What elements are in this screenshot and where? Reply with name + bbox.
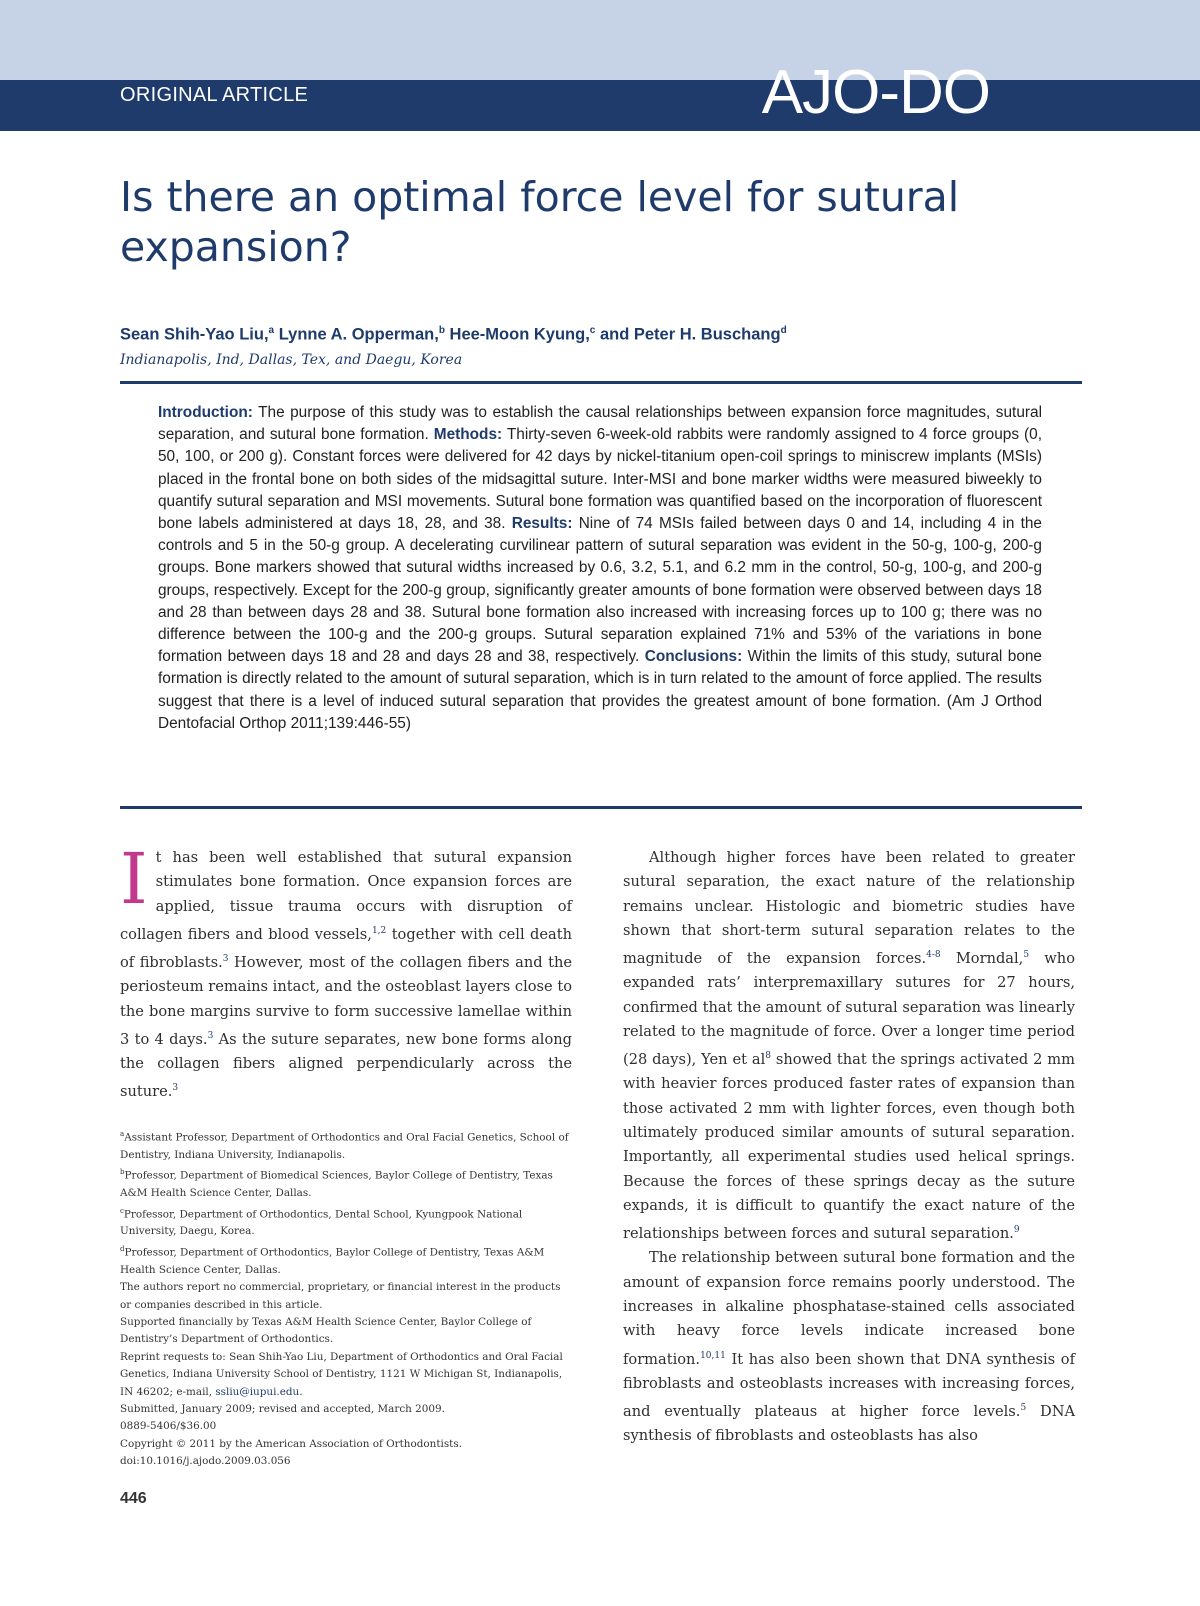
divider [120,381,1082,384]
body-text: Morndal, [940,950,1024,968]
doi[interactable]: doi:10.1016/j.ajodo.2009.03.056 [120,1455,291,1468]
body-paragraph [120,838,573,1104]
reprint-text: Reprint requests to: Sean Shih-Yao Liu, Department of Orthodontics and Oral Facial Genetics, Indiana University School of Dentistry, 1121 W Michigan St, Indianapolis, IN 46202; e-mail, [120,1350,563,1398]
body-column-right [623,846,1075,1448]
journal-logo: AJO-DO [761,58,990,127]
abstract-intro: The purpose of this study was to establish the causal relationships between expansion force magnitudes, sutural separation, and sutural bone formation. [158,404,1043,444]
drop-cap: I [120,838,148,920]
citation[interactable]: 10,11 [700,1350,726,1361]
citation[interactable]: 9 [1013,1225,1020,1236]
author-mark: a [268,325,275,336]
reprint-note [120,1349,572,1401]
abstract-results-label: Results: [511,515,573,533]
submission-dates: Submitted, January 2009; revised and accepted, March 2009. [120,1402,445,1415]
body-text: showed that the springs activated 2 mm with heavier forces produced faster rates of expansion than those activated 2 mm with lighter forces, even though both ultimately produced similar amounts of sutural separation. Importantly, all experimental studies used helical springs. Because the forces of these springs decay as the suture expands, it is difficult to quantify the exact nature of the relationships between forces and sutural separation. [623,1051,1075,1243]
copyright: Copyright © 2011 by the American Association of Orthodontists. [120,1437,462,1450]
abstract-methods: Thirty-seven 6-week-old rabbits were randomly assigned to 4 force groups (0, 50, 100, or 200 g). Constant forces were delivered for 42 days by nickel-titanium open-coil springs to miniscrew implants (MSIs) placed in the frontal bone on both sides of the midsagittal suture. Inter-MSI and bone marker widths were measured biweekly to quantify sutural separation and MSI movements. Sutural bone formation was quantified based on the incorporation of fluorescent bone labels administered at days 18, 28, and 38. [158,426,1043,533]
footnote-mark: a [120,1130,125,1138]
footnote-mark: b [120,1168,125,1177]
author-name: Sean Shih-Yao Liu, [120,325,269,344]
header-band [0,0,1200,80]
disclosure: The authors report no commercial, proprietary, or financial interest in the products or companies described in this article. [120,1281,561,1311]
body-text: As the suture separates, new bone forms along the collagen fibers aligned perpendicularly across the suture. [120,1030,572,1101]
author-name: Lynne A. Opperman, [278,325,439,344]
article-title: Is there an optimal force level for sutural expansion? [120,173,960,271]
page-number: 446 [120,1490,147,1507]
footnote [120,1126,572,1164]
citation[interactable]: 8 [765,1051,771,1062]
body-text: Although higher forces have been related to greater sutural separation, the exact nature of the relationship remains unclear. Histologic and biometric studies have shown that short-term sutural separation relates to the magnitude of the expansion forces. [623,849,1075,968]
body-text: It has also been shown that DNA synthesis of fibroblasts and osteoblasts increases with increasing forces, and eventually plateaus at higher force levels. [623,1350,1075,1420]
abstract-intro-label: Introduction: [158,404,253,421]
issn: 0889-5406/$36.00 [120,1420,217,1433]
abstract-conclusions-label: Conclusions: [644,648,743,666]
citation[interactable]: 3 [207,1030,214,1041]
body-text: who expanded rats’ interpremaxillary sutures for 27 hours, confirmed that the amount of sutural separation was linearly related to the magnitude of force. Over a longer time period (28 days), Yen et al [623,950,1075,1069]
author-mark: d [780,325,787,336]
body-text: t has been well established that sutural expansion stimulates bone formation. Once expansion forces are applied, tissue trauma occurs with disruption of collagen fibers and blood vessels, [120,849,572,943]
author-list [120,325,787,345]
citation[interactable]: 4-8 [926,950,941,961]
footnote-mark: d [120,1244,125,1253]
author-mark: c [589,325,596,336]
body-text: However, most of the collagen fibers and the periosteum remains intact, and the osteoblast layers close to the bone margins survive to form successive lamellae within 3 to 4 days. [120,953,573,1048]
footnotes [120,1126,572,1471]
reprint-text-end: . [299,1385,303,1398]
citation[interactable]: 5 [1023,950,1030,961]
footnote-mark: c [120,1206,124,1215]
author-mark: b [438,325,445,336]
footnote-text: Professor, Department of Orthodontics, Baylor College of Dentistry, Texas A&M Health Science Center, Dallas. [120,1246,545,1276]
section-label: ORIGINAL ARTICLE [120,84,309,106]
citation[interactable]: 1,2 [371,925,387,936]
abstract-results: Nine of 74 MSIs failed between days 0 and 14, including 4 in the controls and 5 in the 50-g group. A decelerating curvilinear pattern of sutural separation was evident in the 50-g, 100-g, 200-g groups. Bone markers showed that sutural widths increased by 0.6, 3.2, 5.1, and 6.2 mm in the control, 50-g, 100-g, and 200-g groups, respectively. Except for the 200-g group, significantly greater amounts of bone formation were observed between days 18 and 28 than between days 28 and 38. Sutural bone formation also increased with increasing forces up to 100 g; there was no difference between the 100-g and the 200-g groups. Sutural separation explained 71% and 53% of the variations in bone formation between days 18 and 28 and days 28 and 38, respectively. [158,515,1042,666]
footnote-text: Assistant Professor, Department of Orthodontics and Oral Facial Genetics, School of Dentistry, Indiana University, Indianapolis. [120,1131,569,1161]
author-name: and Peter H. Buschang [599,325,781,344]
abstract-methods-label: Methods: [433,426,503,444]
footnote [120,1241,572,1279]
citation[interactable]: 5 [1020,1402,1027,1413]
body-paragraph [623,1246,1075,1448]
body-text: DNA synthesis of fibroblasts and osteoblasts has also [623,1402,1075,1445]
body-paragraph [623,846,1075,1246]
divider [120,806,1082,809]
footnote-text: Professor, Department of Orthodontics, Dental School, Kyungpook National University, Daegu, Korea. [120,1208,523,1238]
footnote-text: Professor, Department of Biomedical Sciences, Baylor College of Dentistry, Texas A&M Health Science Center, Dallas. [120,1169,553,1200]
footnote [120,1164,572,1202]
author-name: Hee-Moon Kyung, [449,325,590,344]
citation[interactable]: 3 [172,1083,179,1094]
email-link[interactable]: ssliu@iupui.edu [215,1385,300,1398]
body-text: The relationship between sutural bone formation and the amount of expansion force remains poorly understood. The increases in alkaline phosphatase-stained cells associated with heavy force levels indicate increased bone formation. [623,1249,1075,1368]
abstract-conclusions: Within the limits of this study, sutural bone formation is directly related to the amount of sutural separation, which is in turn related to the amount of force applied. The results suggest that there is a level of induced sutural separation that provides the greatest amount of bone formation. (Am J Orthod Dentofacial Orthop 2011;139:446-55) [158,648,1042,732]
citation[interactable]: 3 [222,954,229,965]
affiliation: Indianapolis, Ind, Dallas, Tex, and Daegu, Korea [120,352,463,368]
body-column-left [120,838,573,1104]
abstract [158,402,1042,735]
footnote [120,1203,572,1241]
body-text: together with cell death of fibroblasts. [120,925,573,971]
funding-note: Supported financially by Texas A&M Health Science Center, Baylor College of Dentistry’s Department of Orthodontics. [120,1315,532,1346]
